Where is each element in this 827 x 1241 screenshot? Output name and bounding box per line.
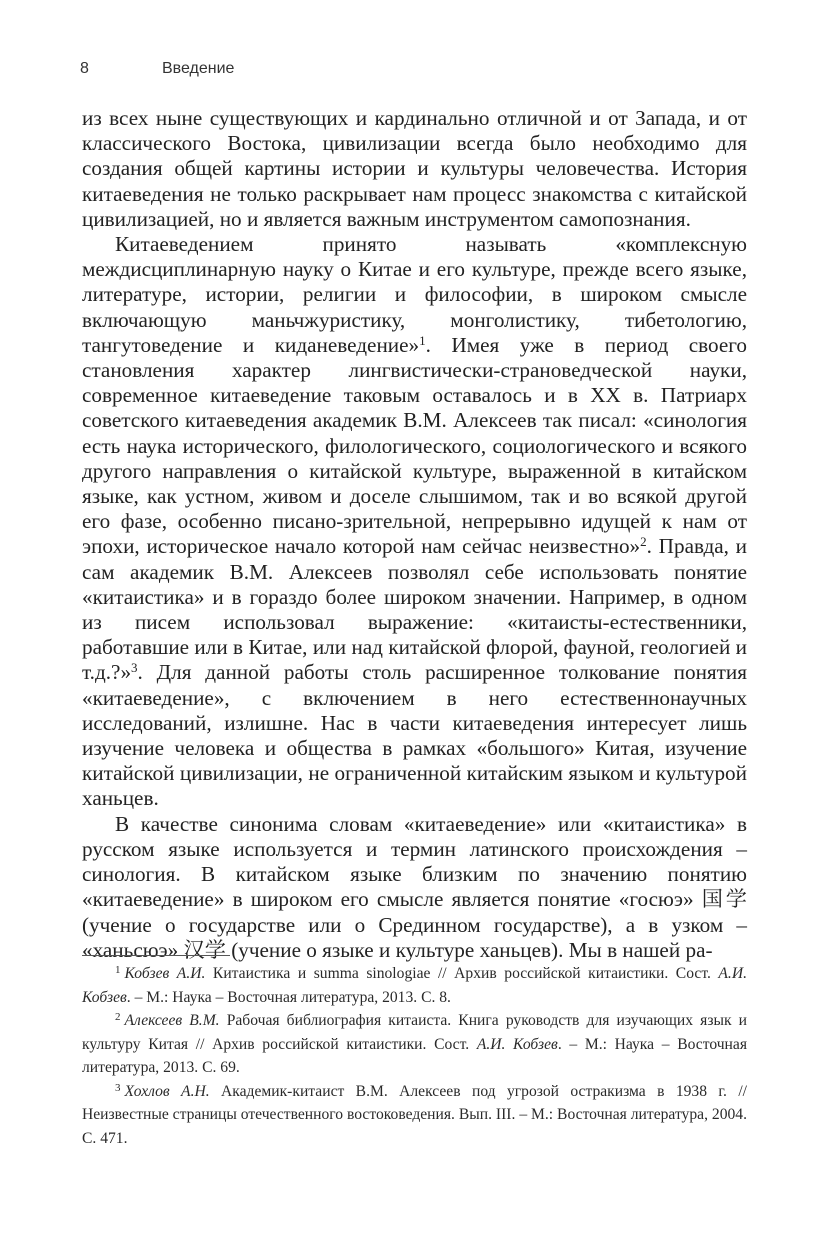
footnote-3: $^3$ Хохлов А.Н. Академик-китаист В.М. Алексеев под угрозой остракизма в 1938 г. // Неизвестные страницы отечественного востоковедения. Вып. III. – М.: Восточная литература, 2004. С. 471. xyxy=(82,1081,747,1147)
footnote-number: 3 xyxy=(115,1081,121,1094)
paragraph-1: из всех ныне существующих и кардинально отличной и от Запада, и от классического Востока, цивилизации всегда было необходимо для создания общей картины истории и культуры человечества. История китаеведения не только раскрывает нам процесс знакомства с китайской цивилизацией, но и является важным инструментом самопознания. xyxy=(82,106,747,231)
paragraph-3: В качестве синонима словам «китаеведение» или «китаистика» в русском языке используется и термин латинского происхождения – синология. В китайском языке близким по значению понятию «китаеведение» в широком его смысле является понятие «госюэ» 国学 (учение о государстве или о Срединном государстве), а в узком – «ханьсюэ» 汉学 (учение о языке и культуре ханьцев). Мы в нашей ра- xyxy=(82,811,747,962)
footnote-separator xyxy=(82,955,230,956)
footnote-editor: А.И. Кобзев xyxy=(82,965,747,1006)
footnote-author: Кобзев А.И. xyxy=(124,965,206,982)
footnote-editor: А.И. Кобзев xyxy=(476,1035,558,1053)
footnote-author: Хохлов А.Н. xyxy=(124,1082,210,1100)
footnote-1: $^1$ Кобзев А.И. Китаистика и summa sinologiae // Архив российской китаистики. Сост. А.И. Кобзев. – М.: Наука – Восточная литература, 2013. С. 8. xyxy=(82,964,747,1006)
paragraph-2: Китаеведением принято называть «комплексную междисциплинарную науку о Китае и его культуре, прежде всего языке, литературе, истории, религии и философии, в широком смысле включающую маньчжуристику, монголистику, тибетологию, тангутоведение и киданеведение»$^1$. Имея уже в период своего становления характер лингвистически-страноведческой науки, современное китаеведение таковым оставалось и в XX в. Патриарх советского китаеведения академик В.М. Алексеев так писал: «синология есть наука исторического, филологического, социологического и всякого другого направления о китайской культуре, выраженной в китайском языке, как устном, живом и доселе слышимом, так и во всякой другой его фазе, особенно писано-зрительной, непрерывно идущей к нам от эпохи, историческое начало которой нам сейчас неизвестно»$^2$. Правда, и сам академик В.М. Алексеев позволял себе использовать понятие «китаистика» и в гораздо более широком значении. Например, в одном из писем использовал выражение: «китаисты-естественники, работавшие или в Китае, или над китайской флорой, фауной, геологией и т.д.?»$^3$. Для данной работы столь расширенное толкование понятия «китаеведение», с включением в него естественнонаучных исследований, излишне. Нас в части китаеведения интересует лишь изучение человека и общества в рамках «большого» Китая, изучение китайской цивилизации, не ограниченной китайским языком и культурой ханьцев. xyxy=(82,232,747,811)
footnote-ref-2[interactable]: 2 xyxy=(640,534,647,550)
footnote-author: Алексеев В.М. xyxy=(124,1012,220,1029)
footnote-number: 1 xyxy=(115,964,121,976)
footnote-ref-3[interactable]: 3 xyxy=(131,660,138,676)
section-title: Введение xyxy=(162,60,235,77)
footnote-number: 2 xyxy=(115,1011,121,1023)
page-number: 8 xyxy=(80,60,89,77)
footnotes xyxy=(82,962,747,1150)
footnote-2: $^2$ Алексеев В.М. Рабочая библиография китаиста. Книга руководств для изучающих язык и культуру Китая // Архив российской китаистики. Сост. А.И. Кобзев. – М.: Наука – Восточная литература, 2013. С. 69. xyxy=(82,1011,747,1076)
main-text xyxy=(82,106,747,963)
footnote-ref-1[interactable]: 1 xyxy=(419,332,426,348)
